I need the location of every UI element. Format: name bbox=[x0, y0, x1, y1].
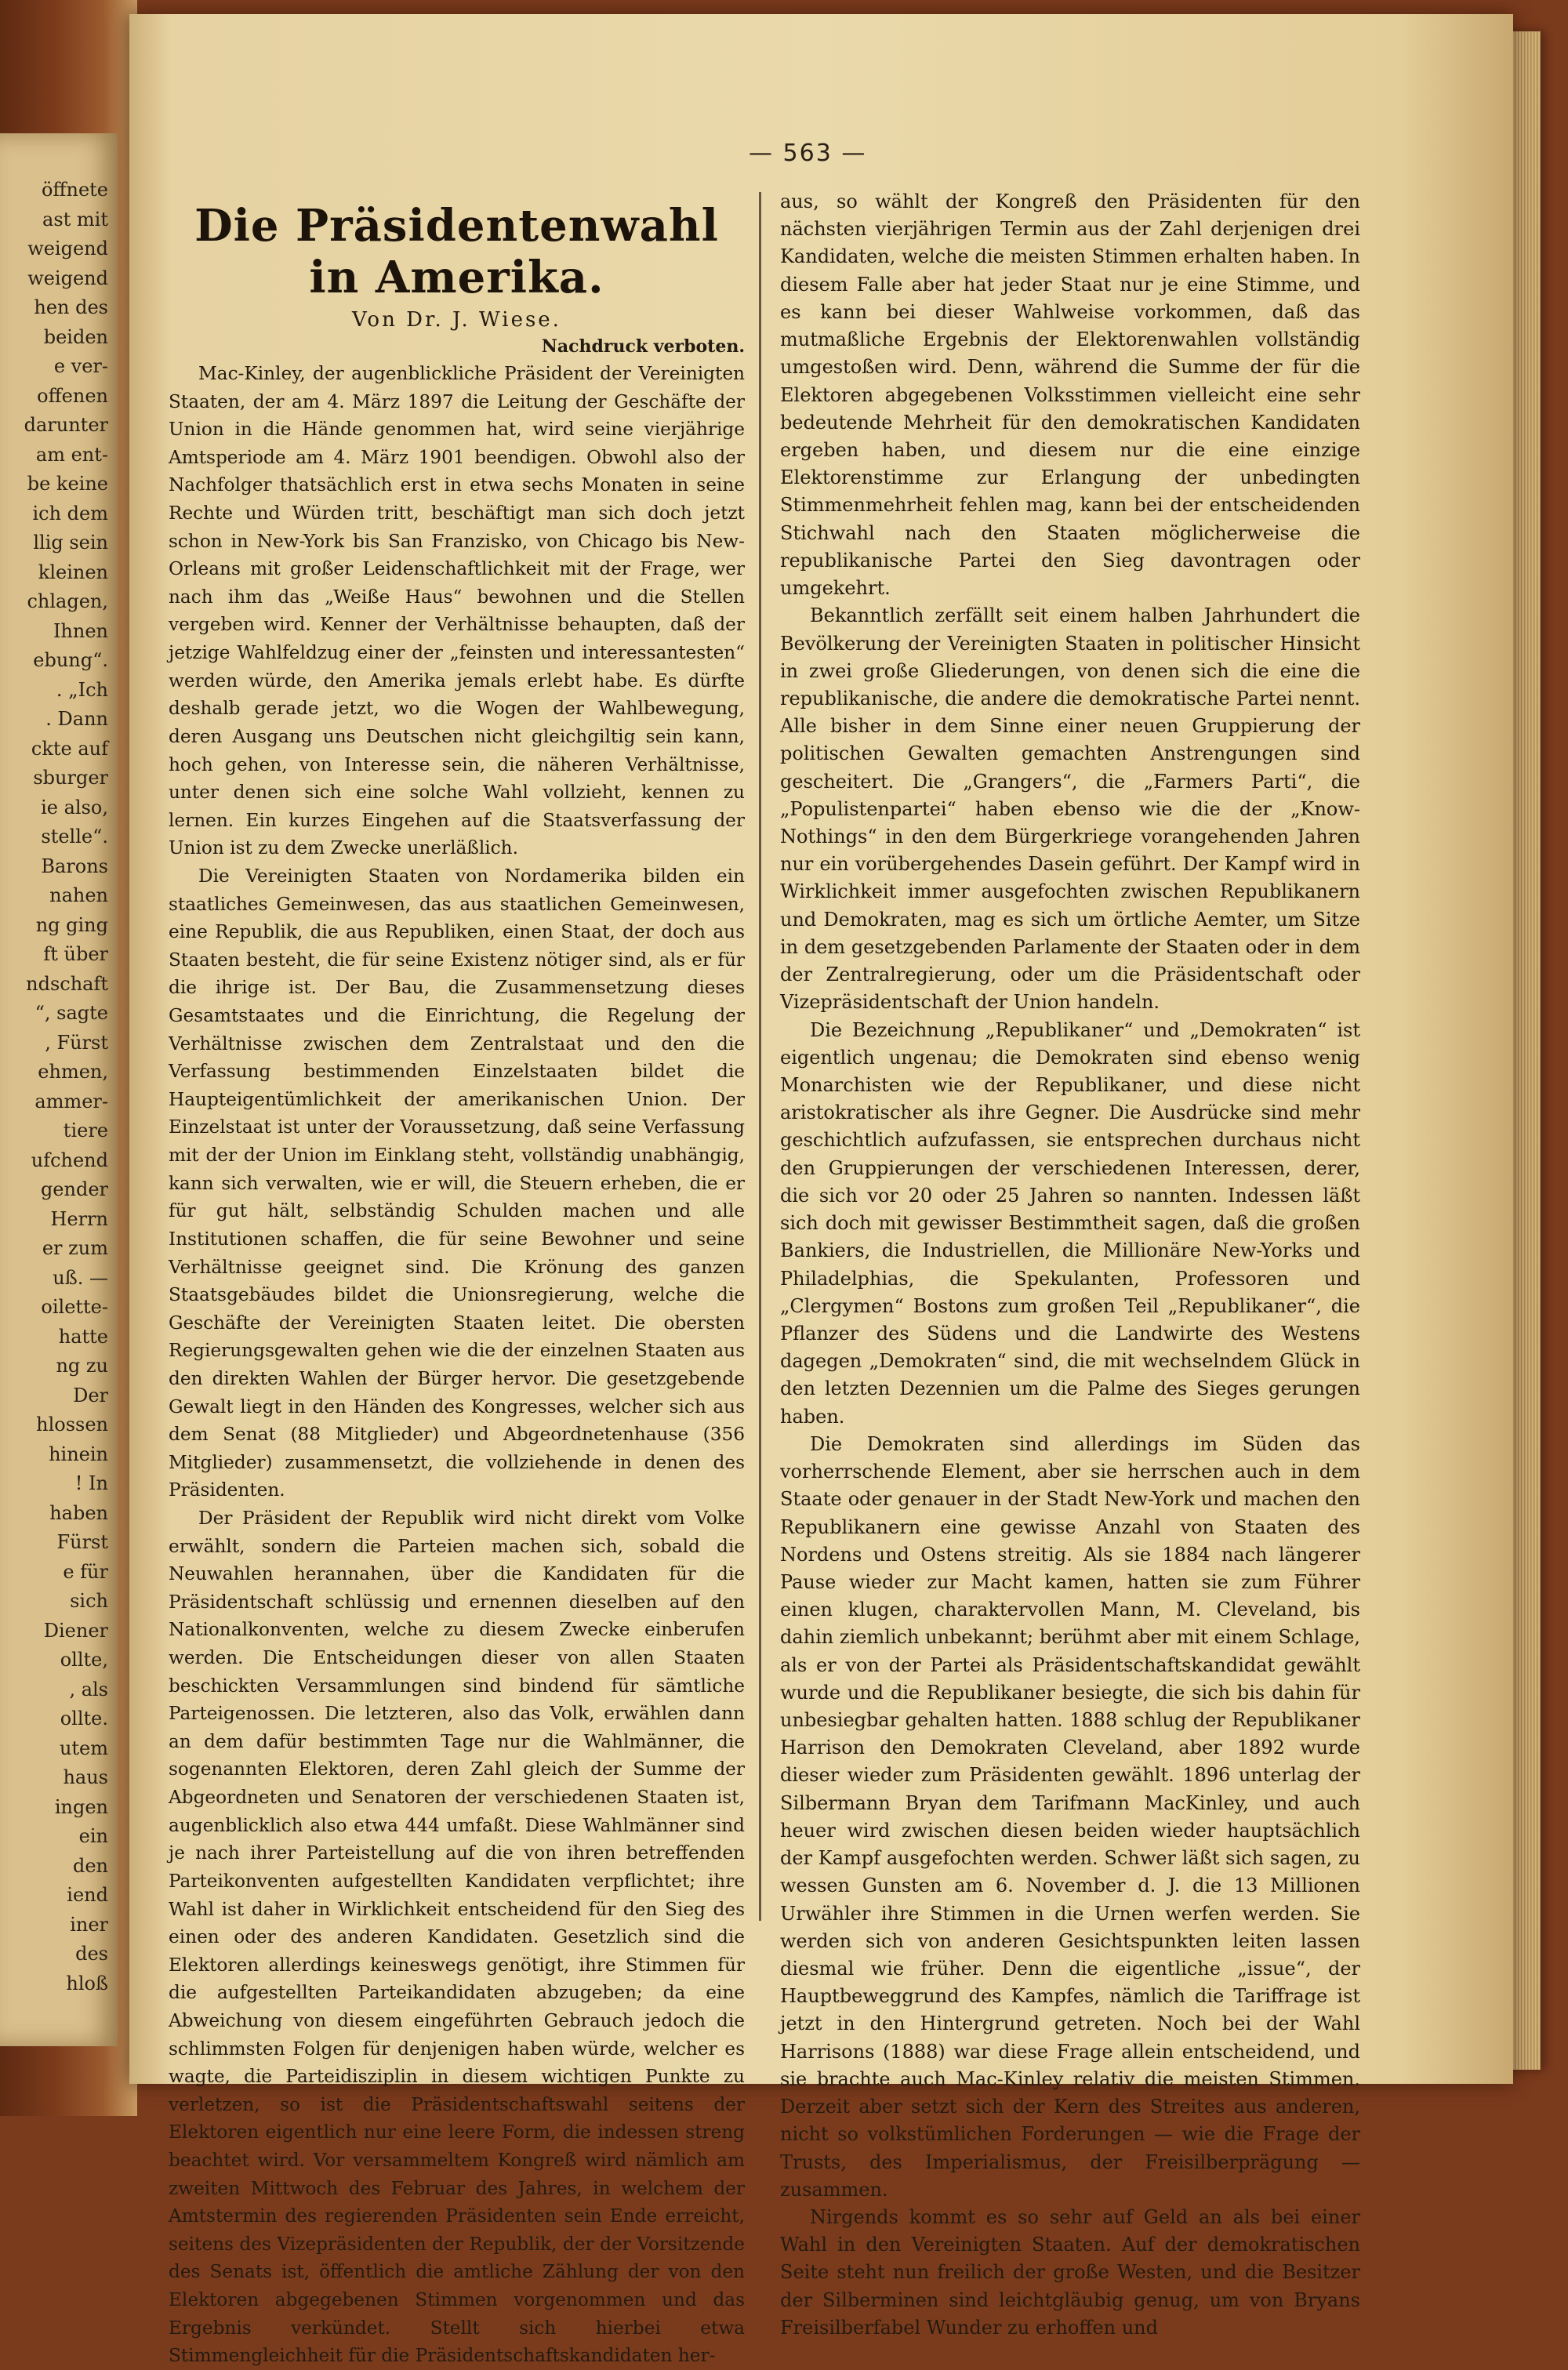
previous-page-text-fragment: chlagen, bbox=[27, 590, 108, 612]
previous-page-text-fragment: weigend bbox=[27, 267, 108, 289]
previous-page-text-fragment: , als bbox=[69, 1678, 108, 1700]
previous-page-text-fragment: ng ging bbox=[35, 913, 108, 936]
previous-page-text-fragment: Ihnen bbox=[53, 619, 108, 642]
previous-page-text-fragment: sich bbox=[70, 1590, 108, 1612]
previous-page-text-fragment: ebung“. bbox=[33, 649, 108, 671]
previous-page-text-fragment: haben bbox=[49, 1501, 108, 1524]
previous-page-text-fragment: des bbox=[75, 1943, 108, 1965]
previous-page-text-fragment: hinein bbox=[49, 1443, 108, 1465]
previous-page-text-fragment: ufchend bbox=[31, 1149, 108, 1171]
article-author: Von Dr. J. Wiese. bbox=[352, 308, 561, 332]
paragraph: Die Bezeichnung „Republikaner“ und „Demokraten“ ist eigentlich ungenau; die Demokraten sind ebenso wenig Monarchisten wie der Republikaner, und diese nicht aristokratischer als ihre Gegner. Die Ausdrücke sind mehr geschichtlich aufzufassen, sie entsprechen durchaus nicht den Gruppierungen der verschiedenen Interessen, derer, die sich vor 20 oder 25 Jahren so nannten. Indessen läßt sich doch mit gewisser Bestimmtheit sagen, daß die großen Bankiers, die Industriellen, die Millionäre New-Yorks und Philadelphias, die Spekulanten, Professoren und „Clergymen“ Bostons zum großen Teil „Republikaner“, die Pflanzer des Südens und die Landwirte des Westens dagegen „Demokraten“ sind, die mit wechselndem Glück in den letzten Dezennien um die Palme des Sieges gerungen haben. bbox=[780, 1018, 1360, 1428]
previous-page-text-fragment: er zum bbox=[42, 1237, 108, 1259]
previous-page-text-fragment: darunter bbox=[24, 414, 108, 436]
previous-page-text-fragment: hen des bbox=[34, 296, 108, 318]
previous-page-text-fragment: ingen bbox=[54, 1795, 108, 1818]
previous-page-text-fragment: Barons bbox=[41, 855, 108, 877]
previous-page-text-fragment: sburger bbox=[33, 767, 108, 789]
previous-page-text-fragment: hloß bbox=[66, 1972, 108, 1994]
paragraph: Die Vereinigten Staaten von Nordamerika bilden ein staatliches Gemeinwesen, das aus staatlichen Gemeinwesen, eine Republik, die aus Republiken, einen Staat, der doch aus Staaten besteht, die für seine Existenz nötiger sind, als er für die ihrige ist. Der Bau, die Zusammensetzung dieses Gesamtstaates und die Einrichtung, die Regelung der Verhältnisse zwischen dem Zentralstaat und den die Verfassung bestimmenden Einzelstaaten bildet die Haupteigentümlichkeit der amerikanischen Union. Der Einzelstaat ist unter der Voraussetzung, daß seine Verfassung mit der der Union im Einklang steht, vollständig unabhängig, kann sich verwalten, wie er will, die Steuern erheben, die er für gut hält, selbständig Schulden machen und alle Institutionen schaffen, die für seine Bewohner und seine Verhältnisse geeignet sind. Die Krönung des ganzen Staatsgebäudes bildet die Unionsregierung, welche die Geschäfte der Vereinigten Staaten leitet. Die obersten Regierungsgewalten gehen wie die der einzelnen Staaten aus den direkten Wahlen der Bürger hervor. Die gesetzgebende Gewalt liegt in den Händen des Kongresses, welcher sich aus dem Senat (88 Mitglieder) und Abgeordnetenhause (356 Mitglieder) zusammensetzt, die vollziehende in denen des Präsidenten. bbox=[169, 865, 745, 1501]
previous-page-text-fragment: ndschaft bbox=[26, 972, 108, 995]
previous-page-text-fragment: gender bbox=[40, 1178, 108, 1200]
reprint-notice: Nachdruck verboten. bbox=[541, 336, 745, 357]
previous-page-text-fragment: haus bbox=[63, 1766, 108, 1788]
previous-page-text-fragment: “, sagte bbox=[34, 1002, 108, 1024]
previous-page-text-fragment: Fürst bbox=[56, 1531, 108, 1553]
previous-page-text-fragment: iner bbox=[70, 1913, 108, 1936]
paragraph: Bekanntlich zerfällt seit einem halben Jahrhundert die Bevölkerung der Vereinigten Staaten in politischer Hinsicht in zwei große Gliederungen, von denen sich die eine die republikanische, die andere die demokratische Partei nennt. Alle bisher in dem Sinne einer neuen Gruppierung der politischen Gewalten gemachten Anstrengungen sind gescheitert. Die „Grangers“, die „Farmers Parti“, die „Populistenpartei“ haben ebenso wie die der „Know-Nothings“ in den dem Bürgerkriege vorangehenden Jahren nur ein vorübergehendes Dasein geführt. Der Kampf wird in Wirklichkeit immer ausgefochten zwischen Republikanern und Demokraten, mag es sich um örtliche Aemter, um Sitze in dem gesetzgebenden Parlamente der Staaten oder in dem der Zentralregierung, oder um die Präsidentschaft oder Vizepräsidentschaft der Union handeln. bbox=[780, 604, 1360, 1014]
previous-page-text-fragment: ie also, bbox=[41, 796, 108, 818]
previous-page-text-fragment: beiden bbox=[43, 325, 108, 348]
previous-page-text-fragment: am ent- bbox=[35, 443, 108, 466]
previous-page-text-fragment: nahen bbox=[49, 884, 108, 906]
column-divider bbox=[759, 192, 761, 1921]
paragraph: aus, so wählt der Kongreß den Präsidenten für den nächsten vierjährigen Termin aus der Zahl derjenigen drei Kandidaten, welche die meisten Stimmen erhalten haben. In diesem Falle aber hat jeder Staat nur je eine Stimme, und es kann bei dieser Wahlweise vorkommen, daß das mutmaßliche Ergebnis der Elektorenwahlen vollständig umgestoßen wird. Denn, während die Summe der für die Elektoren abgegebenen Volksstimmen vielleicht eine sehr bedeutende Mehrheit für den demokratischen Kandidaten ergeben haben, und diesem nur die eine einzige Elektorenstimme zur Erlangung der unbedingten Stimmenmehrheit fehlen mag, kann bei der entscheidenden Stichwahl nach den Staaten möglicherweise die republikanische Partei den Sieg davontragen oder umgekehrt. bbox=[780, 191, 1360, 600]
previous-page-text-fragment: tiere bbox=[63, 1120, 108, 1141]
paragraph: Mac-Kinley, der augenblickliche Präsident der Vereinigten Staaten, der am 4. März 1897 die Leitung der Geschäfte der Union in die Hände genommen hat, wird seine vierjährige Amtsperiode am 4. März 1901 beendigen. Obwohl also der Nachfolger thatsächlich erst in etwa sechs Monaten in seine Rechte und Würden tritt, beschäftigt man sich doch jetzt schon in New-York bis San Franzisko, von Chicago bis New-Orleans mit großer Leidenschaftlichkeit mit der Frage, wer nach ihm das „Weiße Haus“ bewohnen und die Stellen vergeben wird. Kenner der Verhältnisse behaupten, daß der jetzige Wahlfeldzug einer der „feinsten und interessantesten“ werden würde, den Amerika jemals erlebt habe. Es dürfte deshalb gerade jetzt, wo die Wogen der Wahlbewegung, deren Ausgang uns Deutschen nicht gleichgiltig sein kann, hoch gehen, von Interesse sein, die näheren Verhältnisse, unter denen sich eine solche Wahl vollzieht, kennen zu lernen. Ein kurzes Eingehen auf die Staatsverfassung der Union ist zu dem Zwecke unerläßlich. bbox=[169, 363, 745, 859]
previous-page-text-fragment: ollte, bbox=[60, 1649, 108, 1671]
paragraph: Nirgends kommt es so sehr auf Geld an als bei einer Wahl in den Vereinigten Staaten. Auf der demokratischen Seite steht nun freilich der große Westen, und die Besitzer der Silberminen sind leichtgläubig genug, um von Bryans Freisilberfabel Wunder zu erhoffen und bbox=[780, 2205, 1360, 2339]
previous-page-text-fragment: hatte bbox=[58, 1325, 108, 1348]
previous-page-text-fragment: ckte auf bbox=[31, 737, 108, 760]
previous-page-text-fragment: hlossen bbox=[36, 1414, 108, 1435]
previous-page-text-fragment: ammer- bbox=[34, 1090, 108, 1112]
previous-page-text-fragment: e ver- bbox=[53, 355, 108, 377]
previous-page-text-fragment: , Fürst bbox=[45, 1031, 108, 1054]
previous-page-text-fragment: kleinen bbox=[38, 561, 108, 583]
previous-page-text-fragment: e für bbox=[63, 1560, 108, 1583]
previous-page-text-fragment: . Dann bbox=[45, 708, 108, 730]
previous-page-text-fragment: ehmen, bbox=[38, 1061, 108, 1083]
right-column bbox=[780, 188, 1360, 2342]
previous-page-text-fragment: uß. — bbox=[53, 1266, 108, 1289]
previous-page-text-fragment: oilette- bbox=[41, 1296, 108, 1318]
previous-page-text-fragment: offenen bbox=[37, 384, 108, 407]
previous-page-text-fragment: Der bbox=[73, 1384, 108, 1406]
article-title: Die Präsidentenwahl in Amerika. bbox=[194, 200, 719, 303]
previous-page-text-fragment: stelle“. bbox=[41, 826, 108, 847]
page-number: — 563 — bbox=[749, 140, 867, 167]
previous-page-text-fragment: den bbox=[72, 1854, 108, 1877]
previous-page-text-fragment: Diener bbox=[43, 1619, 108, 1642]
paragraph: Der Präsident der Republik wird nicht direkt vom Volke erwählt, sondern die Parteien machen sich, sobald die Neuwahlen herannahen, über die Kandidaten für die Präsidentschaft schlüssig und ernennen dieselben auf den Nationalkonventen, welche zu diesem Zwecke einberufen werden. Die Entscheidungen dieser von allen Staaten beschickten Versammlungen sind bindend für sämtliche Parteigenossen. Die letzteren, also das Volk, erwählen dann an dem dafür bestimmten Tage nur die Wahlmänner, die sogenannten Elektoren, deren Zahl gleich der Summe der Abgeordneten und Senatoren der verschiedenen Staaten ist, augenblicklich also etwa 444 umfaßt. Diese Wahlmänner sind je nach ihrer Parteistellung auf die von ihren betreffenden Parteikonventen aufgestellten Kandidaten verpflichtet; ihre Wahl ist daher in Wirklichkeit entscheidend für den Sieg des einen oder des anderen Kandidaten. Gesetzlich sind die Elektoren allerdings keineswegs genötigt, ihre Stimmen für die aufgestellten Parteikandidaten abzugeben; da eine Abweichung von diesem eingeführten Gebrauch jedoch die schlimmsten Folgen für denjenigen haben würde, welcher es wagte, die Parteidisziplin in diesem wichtigen Punkte zu verletzen, so ist die Präsidentschaftswahl seitens der Elektoren eigentlich nur eine leere Form, die indessen streng beachtet wird. Vor versammeltem Kongreß wird nämlich am zweiten Mittwoch des Februar des Jahres, in welchem der Amtstermin des regierenden Präsidenten sein Ende erreicht, seitens des Vizepräsidenten der Republik, der der Vorsitzende des Senats ist, öffentlich die amtliche Zählung der von den Elektoren abgegebenen Stimmen vorgenommen und das Ergebnis verkündet. Stellt sich hierbei etwa Stimmengleichheit für die Präsidentschaftskandidaten her- bbox=[169, 1507, 745, 2367]
previous-page-text-fragment: utem bbox=[59, 1737, 108, 1759]
previous-page-text-fragment: . „Ich bbox=[56, 678, 108, 701]
previous-page-text-fragment: iend bbox=[67, 1884, 108, 1906]
previous-page-text-fragment: ast mit bbox=[42, 208, 108, 230]
previous-page-text-fragment: weigend bbox=[27, 238, 108, 260]
previous-page-text-fragment: ft über bbox=[43, 943, 108, 965]
previous-page-text-fragment: Herrn bbox=[50, 1207, 108, 1230]
previous-page-text-fragment: ng zu bbox=[56, 1355, 108, 1377]
paragraph: Die Demokraten sind allerdings im Süden das vorherrschende Element, aber sie herrschen auch in dem Staate oder genauer in der Stadt New-York und machen den Republikanern eine gewisse Anzahl von Staaten des Nordens und Ostens streitig. Als sie 1884 nach längerer Pause wieder zur Macht kamen, hatten sie zum Führer einen klugen, charaktervollen Mann, M. Cleveland, bis dahin ziemlich unbekannt; berühmt aber mit einem Schlage, als er von der Partei als Präsidentschaftskandidat gewählt wurde und die Republikaner besiegte, die sich bis dahin für unbesiegbar gehalten hatten. 1888 schlug der Republikaner Harrison den Demokraten Cleveland, aber 1892 wurde dieser wieder zum Präsidenten gewählt. 1896 unterlag der Silbermann Bryan dem Tarifmann MacKinley, und auch heuer wird zwischen diesen beiden wieder hauptsächlich der Kampf ausgefochten werden. Schwer läßt sich sagen, zu wessen Gunsten am 6. November d. J. die 13 Millionen Urwähler ihre Stimmen in die Urnen werfen werden. Sie werden sich von anderen Gesichtspunkten leiten lassen diesmal wie früher. Denn die eigentliche „issue“, der Hauptbeweggrund des Kampfes, nämlich die Tariffrage ist jetzt in den Hintergrund getreten. Noch bei der Wahl Harrisons (1888) war diese Frage allein entscheidend, und sie brachte auch Mac-Kinley relativ die meisten Stimmen. Derzeit aber setzt sich der Kern des Streites aus anderen, nicht so volkstümlichen Forderungen — wie die Frage der Trusts, des Imperialismus, der Freisilberprägung — zusammen. bbox=[780, 1432, 1360, 2201]
previous-page-text-fragment: ! In bbox=[74, 1472, 108, 1494]
previous-page-text-fragment: ich dem bbox=[32, 502, 108, 524]
previous-page-text-fragment: llig sein bbox=[33, 532, 108, 553]
previous-page-text-fragment: be keine bbox=[27, 473, 108, 495]
left-column bbox=[169, 200, 745, 2370]
previous-page-edge bbox=[0, 133, 118, 2046]
previous-page-text-fragment: ollte. bbox=[60, 1708, 108, 1729]
previous-page-text-fragment: ein bbox=[78, 1825, 108, 1847]
previous-page-text-fragment: öffnete bbox=[41, 179, 108, 201]
